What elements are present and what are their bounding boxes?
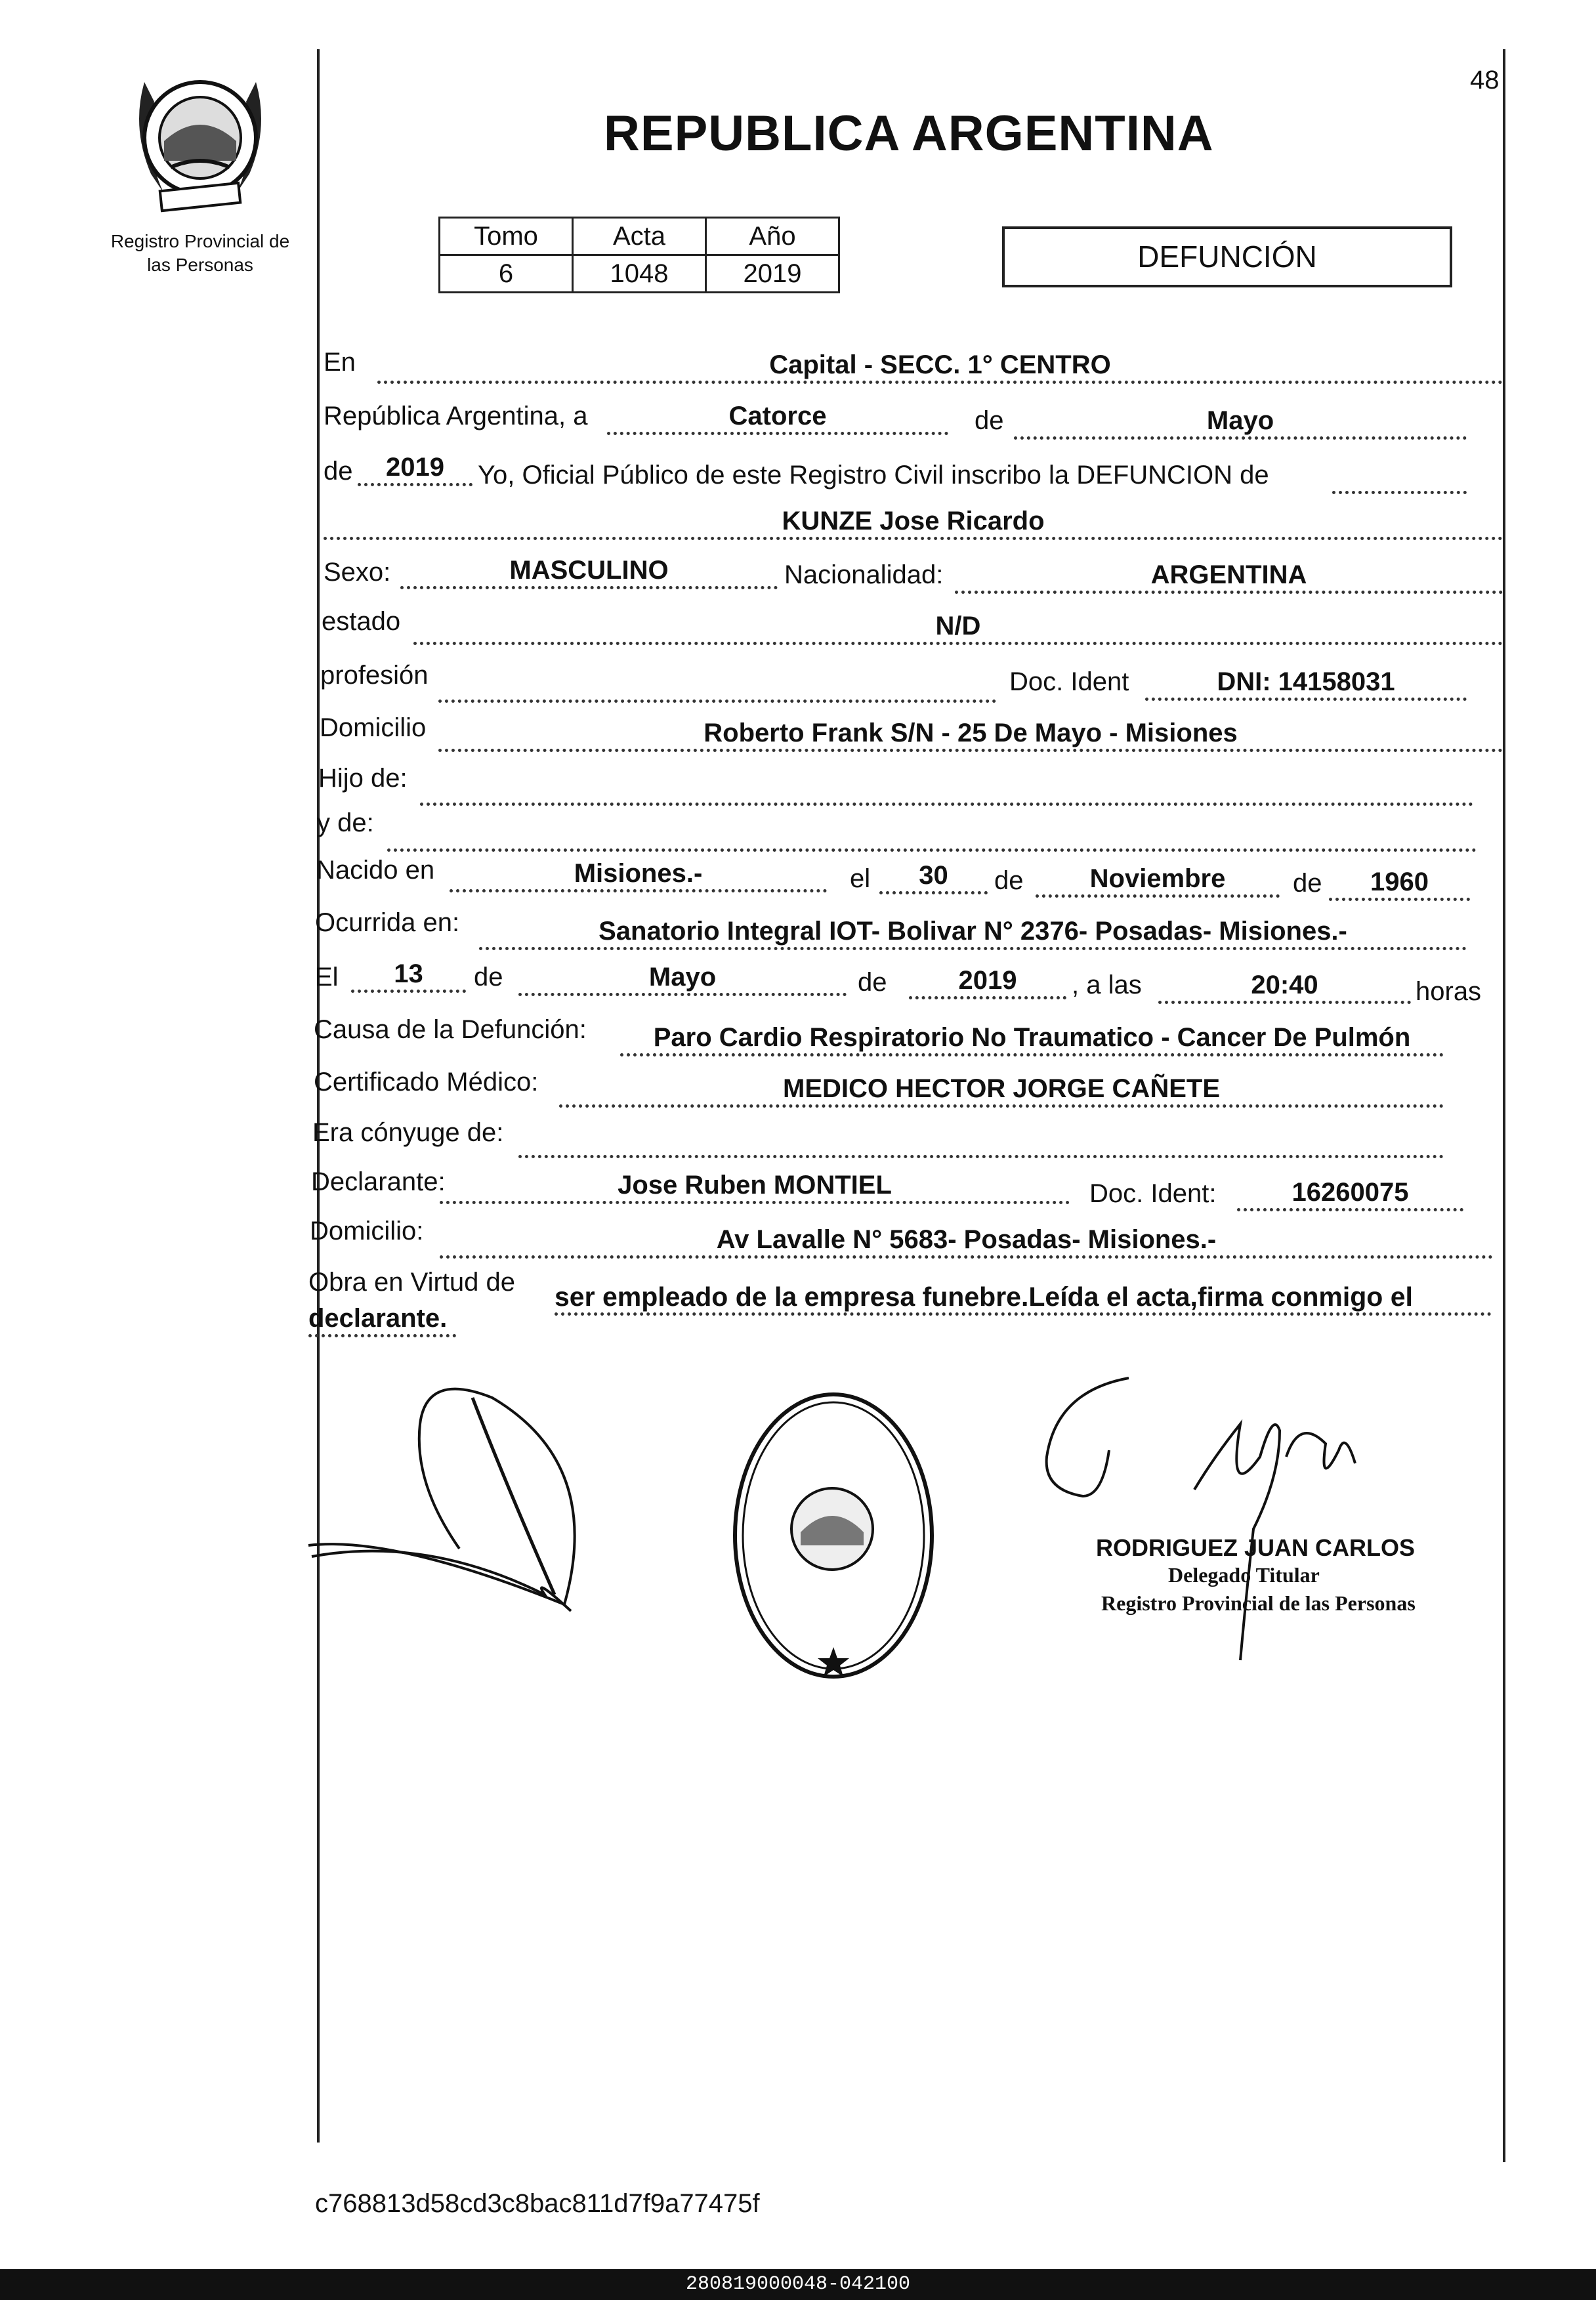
def-de-label: de — [474, 963, 503, 992]
anio-value: 2019 — [706, 255, 839, 293]
sexo-label: Sexo: — [324, 558, 391, 587]
nacionalidad-label: Nacionalidad: — [784, 560, 944, 589]
registry-stamp — [728, 1388, 938, 1683]
hijo-de-value — [420, 771, 1473, 806]
declarante-signature — [295, 1385, 663, 1627]
el-label: el — [850, 864, 871, 893]
nombre-value: KUNZE Jose Ricardo — [324, 505, 1503, 540]
obra-label: Obra en Virtud de — [308, 1268, 516, 1297]
doc-ident-value: DNI: 14158031 — [1145, 666, 1467, 701]
document-hash: c768813d58cd3c8bac811d7f9a77475f — [315, 2189, 760, 2218]
record-type-box: DEFUNCIÓN — [1002, 226, 1452, 287]
a-las-label: , a las — [1072, 971, 1142, 999]
right-margin-rule — [1503, 49, 1505, 2162]
official-office: Registro Provincial de las Personas — [1101, 1591, 1416, 1615]
page-number: 48 — [1470, 66, 1500, 94]
registry-caption: Registro Provincial de las Personas — [110, 231, 290, 275]
el2-label: El — [315, 963, 339, 992]
obra-value-line2: declarante. — [308, 1303, 456, 1337]
acta-value: 1048 — [573, 255, 706, 293]
causa-value: Paro Cardio Respiratorio No Traumatico - Cancer De Pulmón — [620, 1022, 1444, 1056]
hora-value: 20:40 — [1158, 969, 1411, 1004]
declarante-value: Jose Ruben MONTIEL — [440, 1169, 1070, 1204]
tomo-header: Tomo — [440, 218, 573, 255]
en-value: Capital - SECC. 1° CENTRO — [377, 349, 1503, 384]
decl-doc-value: 16260075 — [1237, 1177, 1463, 1211]
estado-label: estado — [322, 607, 401, 636]
decl-domicilio-value: Av Lavalle N° 5683- Posadas- Misiones.- — [440, 1224, 1493, 1259]
nac-de-label: de — [994, 866, 1024, 895]
inscribo-text: Yo, Oficial Público de este Registro Civil inscribo la DEFUNCION de — [478, 461, 1269, 490]
domicilio-label: Domicilio — [320, 713, 427, 742]
conyuge-value — [518, 1123, 1444, 1158]
barcode-strip: 280819000048-042100 — [0, 2269, 1596, 2300]
horas-label: horas — [1416, 977, 1482, 1006]
en-label: En — [324, 348, 356, 377]
sexo-value: MASCULINO — [400, 554, 778, 589]
republica-label: República Argentina, a — [324, 402, 588, 430]
declarante-label: Declarante: — [311, 1167, 446, 1196]
doc-ident-label: Doc. Ident — [1009, 667, 1129, 696]
misiones-coat-of-arms — [125, 62, 276, 220]
obra-value-line1: ser empleado de la empresa funebre.Leída el acta,firma conmigo el — [555, 1281, 1492, 1316]
official-name: RODRIGUEZ JUAN CARLOS — [1096, 1534, 1416, 1561]
decl-domicilio-label: Domicilio: — [310, 1217, 424, 1245]
certificado-label: Certificado Médico: — [314, 1068, 539, 1097]
record-table — [438, 217, 840, 293]
y-de-value — [387, 817, 1477, 852]
def-mes-value: Mayo — [518, 961, 847, 996]
nacido-label: Nacido en — [316, 856, 435, 885]
nac-dia-value: 30 — [879, 860, 988, 894]
profesion-value — [438, 668, 996, 703]
anio-header: Año — [706, 218, 839, 255]
official-role: Delegado Titular — [1168, 1563, 1320, 1587]
dia-value: Catorce — [607, 400, 948, 435]
de-label-1: de — [975, 406, 1004, 435]
profesion-label: profesión — [320, 661, 429, 690]
mes-value: Mayo — [1014, 405, 1467, 440]
record-value-row — [440, 255, 839, 293]
document-title: REPUBLICA ARGENTINA — [604, 106, 1214, 161]
de-label-2: de — [324, 457, 353, 486]
causa-label: Causa de la Defunción: — [314, 1015, 587, 1044]
domicilio-value: Roberto Frank S/N - 25 De Mayo - Misiones — [438, 717, 1503, 752]
conyuge-label: Era cónyuge de: — [312, 1118, 504, 1147]
nac-de2-label: de — [1293, 869, 1322, 898]
y-de-label: y de: — [317, 808, 374, 837]
ocurrida-label: Ocurrida en: — [315, 908, 460, 937]
anio-inscripcion-value: 2019 — [358, 451, 472, 486]
inscribo-tail — [1332, 459, 1467, 494]
official-signature — [1043, 1371, 1411, 1673]
nac-anio-value: 1960 — [1329, 866, 1470, 901]
ocurrida-value: Sanatorio Integral IOT- Bolivar N° 2376- Posadas- Misiones.- — [479, 915, 1467, 950]
def-dia-value: 13 — [351, 958, 466, 993]
nacionalidad-value: ARGENTINA — [955, 559, 1503, 594]
def-de2-label: de — [858, 968, 887, 997]
tomo-value: 6 — [440, 255, 573, 293]
def-anio-value: 2019 — [909, 965, 1066, 999]
hijo-de-label: Hijo de: — [318, 764, 408, 793]
acta-header: Acta — [573, 218, 706, 255]
nac-mes-value: Noviembre — [1036, 863, 1280, 898]
decl-doc-label: Doc. Ident: — [1089, 1179, 1217, 1208]
nacido-value: Misiones.- — [450, 858, 827, 892]
certificado-value: MEDICO HECTOR JORGE CAÑETE — [559, 1073, 1444, 1108]
estado-value: N/D — [413, 610, 1503, 645]
record-header-row — [440, 218, 839, 255]
